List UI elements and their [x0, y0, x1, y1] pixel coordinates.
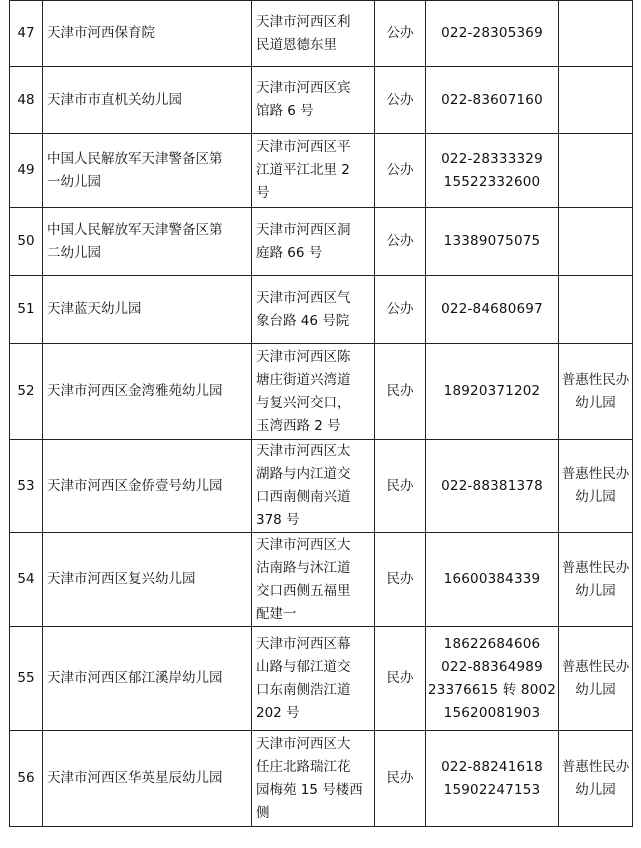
phone-numbers — [426, 67, 559, 134]
row-number: 49 — [10, 134, 43, 208]
address — [252, 627, 375, 731]
address-line: 与复兴河交口， — [256, 394, 351, 411]
ownership-type: 民办 — [375, 627, 426, 731]
table-row — [10, 67, 633, 134]
phone-numbers-line: 022-88241618 — [441, 758, 543, 775]
table-row — [10, 440, 633, 533]
address-line: 号 — [256, 185, 270, 201]
remark — [559, 731, 633, 827]
phone-numbers-line: 022-28305369 — [441, 25, 543, 41]
row-number: 54 — [10, 533, 43, 627]
address-line: 玉湾西路 2 号 — [256, 417, 341, 434]
kindergarten-name — [43, 208, 252, 276]
address-line: 天津市河西区大 — [256, 735, 351, 752]
remark-line: 普惠性民办 — [561, 758, 630, 775]
phone-numbers-line: 022-88381378 — [441, 477, 543, 494]
remark-line: 普惠性民办 — [561, 658, 630, 675]
phone-numbers — [426, 731, 559, 827]
phone-numbers — [426, 627, 559, 731]
kindergarten-name-line: 一幼儿园 — [47, 173, 101, 190]
row-number: 52 — [10, 344, 43, 440]
kindergarten-name-line: 中国人民解放军天津警备区第 — [47, 221, 223, 238]
kindergarten-name-line: 天津市河西区金侨壹号幼儿园 — [47, 477, 223, 494]
address-line: 配建一 — [256, 605, 297, 622]
phone-numbers — [426, 533, 559, 627]
kindergarten-name — [43, 731, 252, 827]
kindergarten-name — [43, 1, 252, 67]
address-line: 交口西侧五福里 — [256, 582, 351, 599]
kindergarten-name-line: 二幼儿园 — [47, 244, 101, 261]
address-line: 园梅苑 15 号楼西 — [256, 781, 363, 798]
address — [252, 440, 375, 533]
remark — [559, 1, 633, 67]
address-line: 天津市河西区气 — [256, 289, 351, 306]
address — [252, 344, 375, 440]
phone-numbers — [426, 440, 559, 533]
phone-numbers-line: 022-84680697 — [441, 301, 543, 317]
address-line: 山路与郁江道交 — [256, 658, 351, 675]
ownership-type: 公办 — [375, 1, 426, 67]
kindergarten-name-line: 天津市河西保育院 — [47, 25, 155, 41]
phone-numbers — [426, 208, 559, 276]
kindergarten-name — [43, 627, 252, 731]
row-number: 53 — [10, 440, 43, 533]
remark-line: 幼儿园 — [575, 582, 616, 599]
remark-line: 普惠性民办 — [561, 466, 630, 482]
address-line: 侧 — [256, 804, 270, 821]
address-line: 天津市河西区平 — [256, 139, 351, 155]
kindergarten-name — [43, 67, 252, 134]
address-line: 天津市河西区太 — [256, 443, 351, 459]
ownership-type: 公办 — [375, 276, 426, 344]
row-number: 51 — [10, 276, 43, 344]
phone-numbers-line: 18622684606 — [443, 635, 541, 652]
address-line: 天津市河西区利 — [256, 13, 351, 30]
address-line: 202 号 — [256, 704, 300, 721]
address-line: 塘庄街道兴湾道 — [256, 371, 351, 388]
address — [252, 208, 375, 276]
table-row — [10, 1, 633, 67]
phone-numbers-line: 13389075075 — [443, 233, 541, 249]
address-line: 湖路与内江道交 — [256, 466, 351, 482]
kindergarten-table — [9, 0, 633, 827]
ownership-type: 公办 — [375, 67, 426, 134]
phone-numbers — [426, 276, 559, 344]
phone-numbers-line: 16600384339 — [443, 571, 541, 587]
table-row — [10, 134, 633, 208]
kindergarten-name-line: 天津市河西区华英星辰幼儿园 — [47, 770, 223, 786]
remark-line: 普惠性民办 — [561, 559, 630, 576]
phone-numbers-line: 23376615 转 8002 — [427, 681, 557, 698]
phone-numbers — [426, 344, 559, 440]
address-line: 任庄北路瑞江花 — [256, 758, 351, 775]
kindergarten-name — [43, 276, 252, 344]
remark-line: 幼儿园 — [575, 489, 616, 505]
remark — [559, 440, 633, 533]
phone-numbers — [426, 134, 559, 208]
ownership-type: 民办 — [375, 440, 426, 533]
address — [252, 533, 375, 627]
table-row — [10, 344, 633, 440]
remark — [559, 627, 633, 731]
row-number: 47 — [10, 1, 43, 67]
address-line: 民道恩德东里 — [256, 36, 337, 53]
remark — [559, 134, 633, 208]
address-line: 沽南路与沐江道 — [256, 559, 351, 576]
row-number: 50 — [10, 208, 43, 276]
kindergarten-name — [43, 440, 252, 533]
address — [252, 67, 375, 134]
remark — [559, 67, 633, 134]
address-line: 天津市河西区洞 — [256, 221, 351, 238]
kindergarten-name-line: 天津市河西区郁江溪岸幼儿园 — [47, 670, 223, 686]
address-line: 天津市河西区幕 — [256, 635, 351, 652]
kindergarten-name — [43, 134, 252, 208]
row-number: 48 — [10, 67, 43, 134]
kindergarten-name — [43, 533, 252, 627]
phone-numbers-line: 022-83607160 — [441, 91, 543, 108]
address-line: 378 号 — [256, 512, 300, 528]
address-line: 口西南侧南兴道 — [256, 489, 351, 505]
address — [252, 134, 375, 208]
kindergarten-name-line: 中国人民解放军天津警备区第 — [47, 150, 223, 167]
address-line: 馆路 6 号 — [256, 103, 314, 119]
ownership-type: 公办 — [375, 134, 426, 208]
ownership-type: 民办 — [375, 533, 426, 627]
table-row — [10, 627, 633, 731]
address — [252, 731, 375, 827]
table-row — [10, 276, 633, 344]
remark — [559, 208, 633, 276]
ownership-type: 公办 — [375, 208, 426, 276]
table-body — [10, 1, 633, 827]
remark-line: 幼儿园 — [575, 781, 616, 798]
address — [252, 276, 375, 344]
remark — [559, 533, 633, 627]
table-row — [10, 208, 633, 276]
address — [252, 1, 375, 67]
phone-numbers-line: 022-88364989 — [441, 658, 543, 675]
kindergarten-name-line: 天津蓝天幼儿园 — [47, 301, 142, 317]
remark-line: 普惠性民办 — [561, 371, 630, 388]
address-line: 口东南侧浩江道 — [256, 681, 351, 698]
kindergarten-name-line: 天津市河西区金湾雅苑幼儿园 — [47, 383, 223, 399]
phone-numbers-line: 022-28333329 — [441, 150, 543, 167]
phone-numbers-line: 15902247153 — [443, 781, 541, 798]
remark-line: 幼儿园 — [575, 681, 616, 698]
table-row — [10, 731, 633, 827]
address-line: 庭路 66 号 — [256, 244, 323, 261]
ownership-type: 民办 — [375, 344, 426, 440]
kindergarten-name-line: 天津市市直机关幼儿园 — [47, 91, 182, 108]
kindergarten-name-line: 天津市河西区复兴幼儿园 — [47, 571, 196, 587]
phone-numbers — [426, 1, 559, 67]
remark — [559, 276, 633, 344]
phone-numbers-line: 15522332600 — [443, 173, 541, 190]
address-line: 天津市河西区大 — [256, 536, 351, 553]
address-line: 江道平江北里 2 — [256, 162, 350, 178]
phone-numbers-line: 18920371202 — [443, 383, 541, 399]
address-line: 象台路 46 号院 — [256, 312, 350, 329]
row-number: 55 — [10, 627, 43, 731]
table-row — [10, 533, 633, 627]
remark-line: 幼儿园 — [575, 394, 616, 411]
remark — [559, 344, 633, 440]
kindergarten-name — [43, 344, 252, 440]
phone-numbers-line: 15620081903 — [443, 704, 541, 721]
address-line: 天津市河西区宾 — [256, 80, 351, 96]
address-line: 天津市河西区陈 — [256, 348, 351, 365]
row-number: 56 — [10, 731, 43, 827]
ownership-type: 民办 — [375, 731, 426, 827]
